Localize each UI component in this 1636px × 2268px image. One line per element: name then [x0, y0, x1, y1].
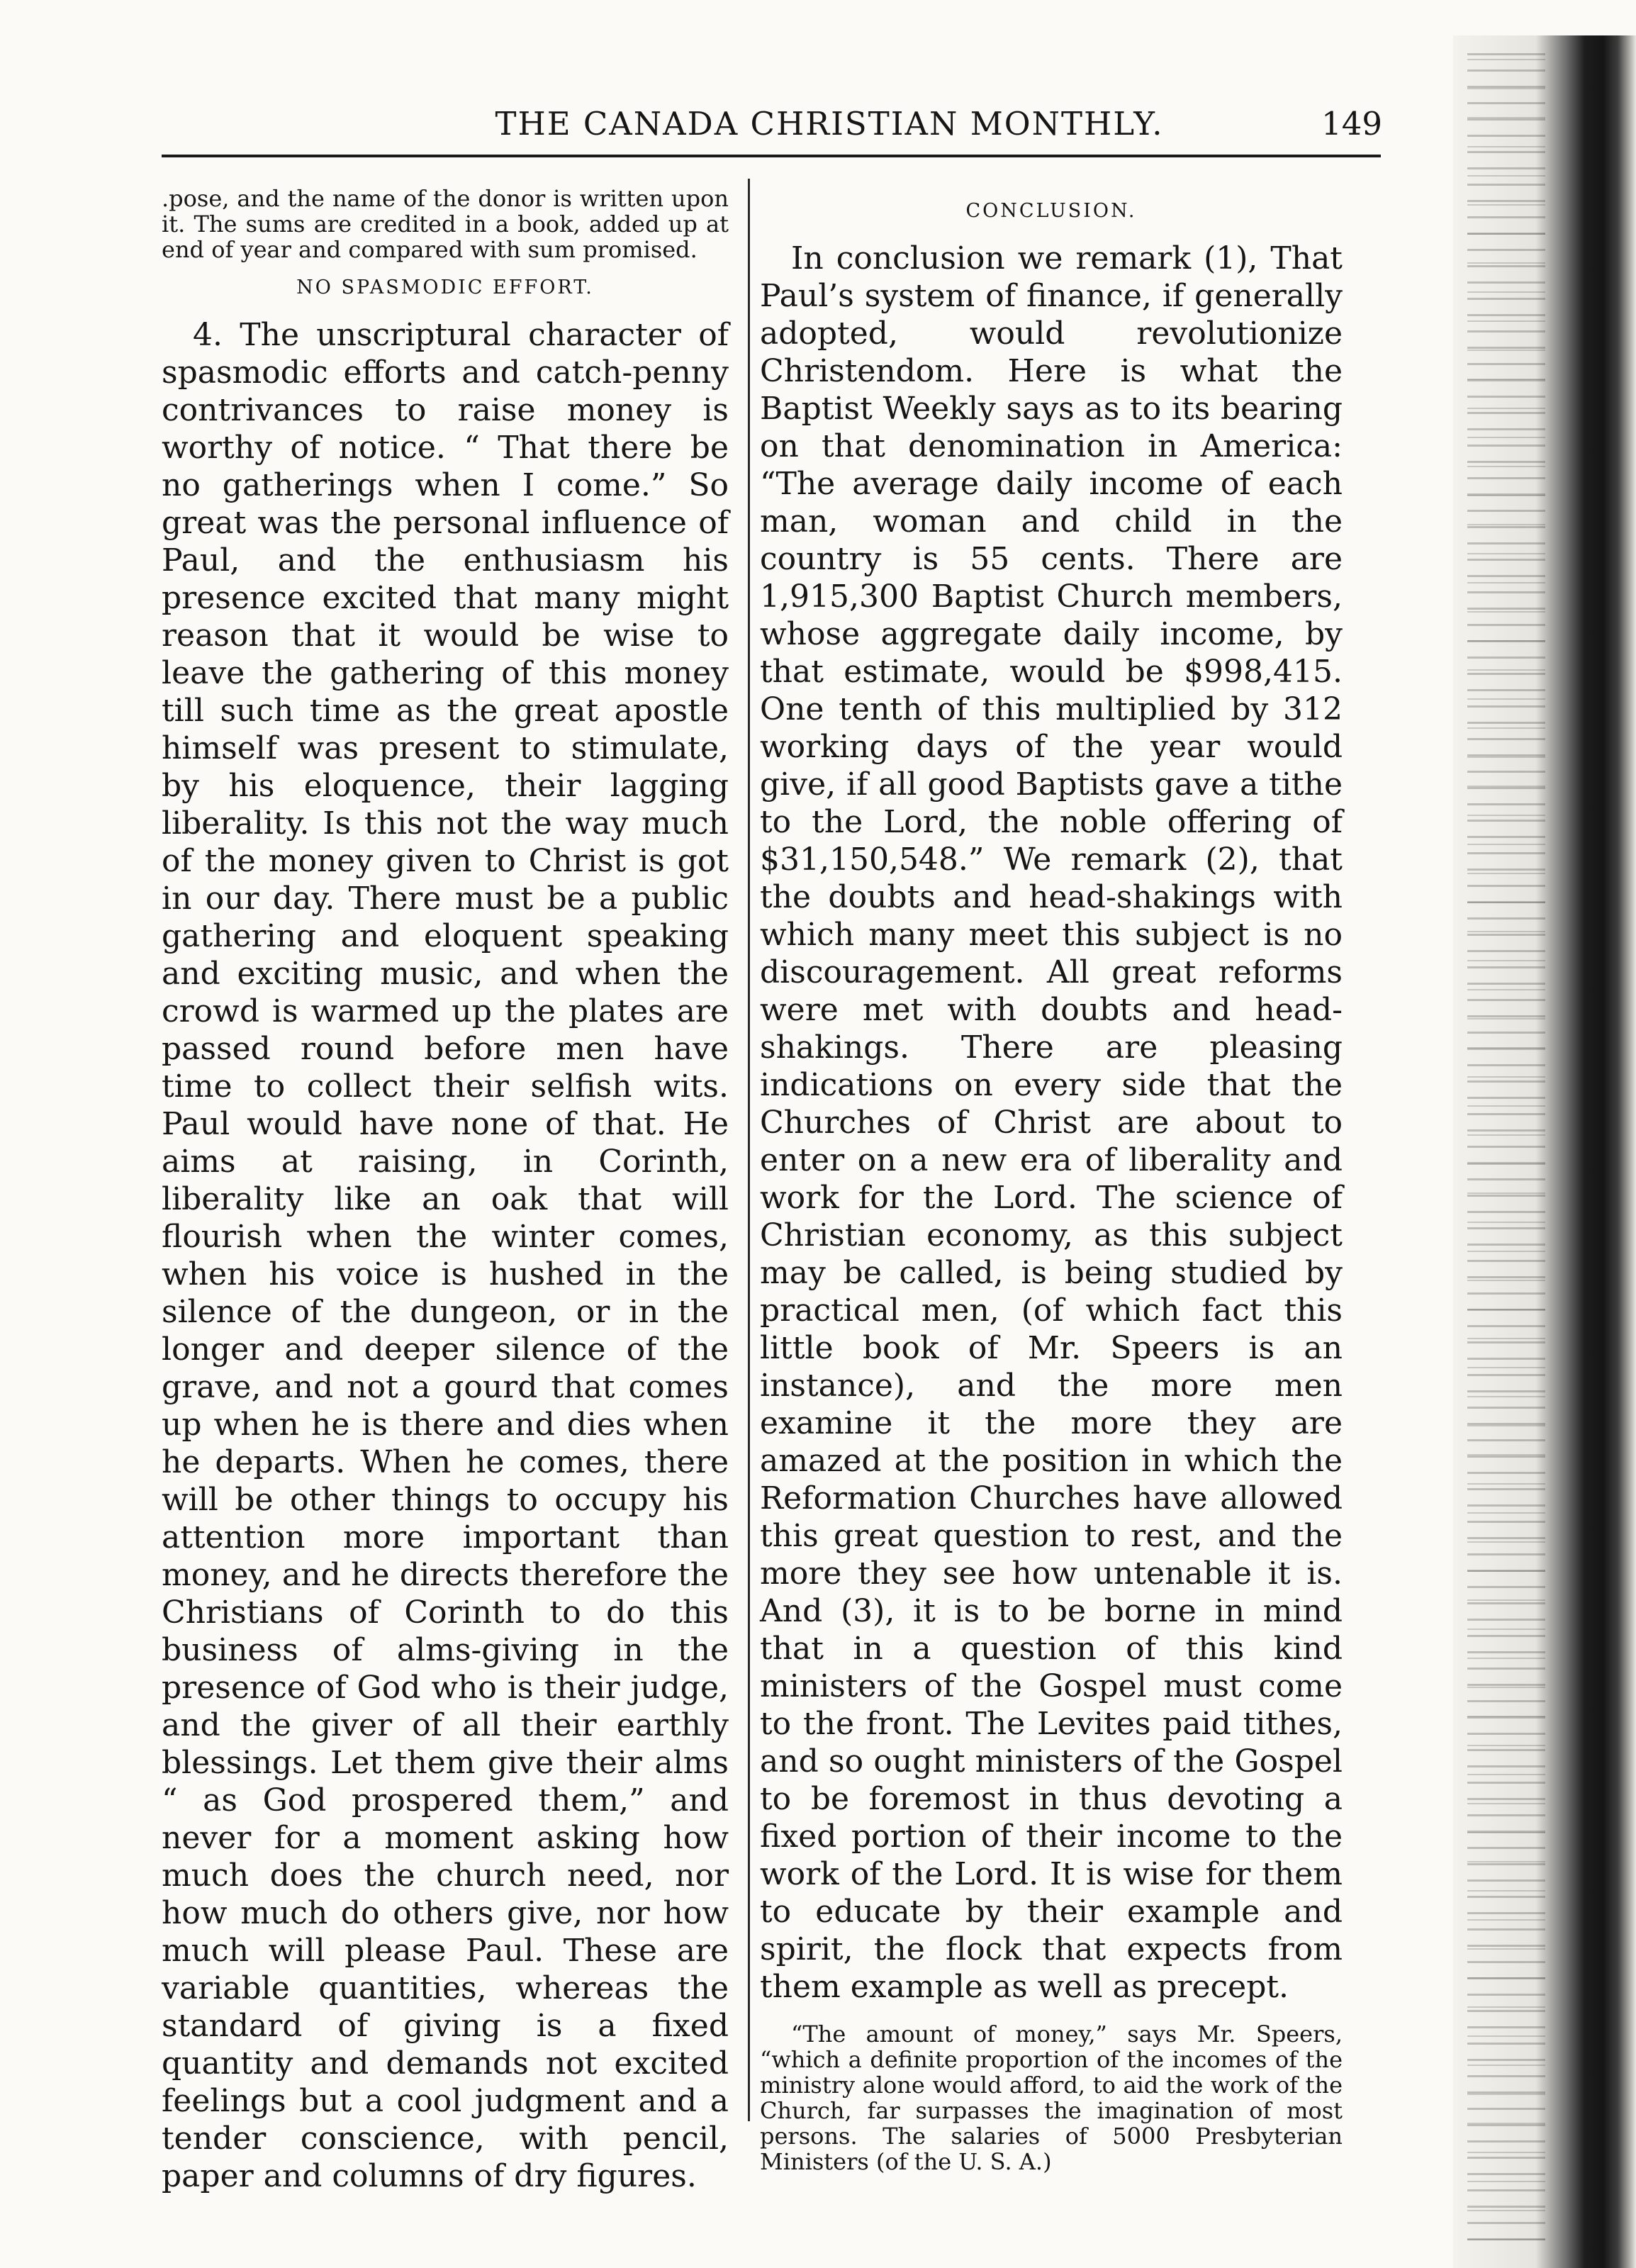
page-number: 149: [1321, 105, 1382, 143]
section-heading-conclusion: CONCLUSION.: [965, 200, 1137, 222]
header-rule: [162, 155, 1381, 157]
column-divider: [748, 179, 750, 2121]
quoted-passage: “The amount of money,” says Mr. Speers, “which a definite proportion of the incomes of the ministry alone would afford, to aid the work of the Church, far surpasses the imagination of most persons. The salaries of 5000 Presbyterian Ministers (of the U. S. A.): [760, 2021, 1343, 2175]
right-column: [760, 186, 1343, 2174]
conclusion-paragraph: In conclusion we remark (1), That Paul’s system of finance, if generally adopted, would revolutionize Christendom. Here is what the Baptist Weekly says as to its bearing on that denomination in America: “The average daily income of each man, woman and child in the country is 55 cents. There are 1,915,300 Baptist Church members, whose aggregate daily income, by that estimate, would be $998,415. One tenth of this multiplied by 312 working days of the year would give, if all good Baptists gave a tithe to the Lord, the noble offering of $31,150,548.” We remark (2), that the doubts and head-shakings with which many meet this subject is no discouragement. All great reforms were met with doubts and head-shakings. There are pleasing indications on every side that the Churches of Christ are about to enter on a new era of liberality and work for the Lord. The science of Christian economy, as this subject may be called, is being studied by practical men, (of which fact this little book of Mr. Speers is an instance), and the more men examine it the more they are amazed at the position in which the Reformation Churches have allowed this great question to rest, and the more they see how untenable it is. And (3), it is to be borne in mind that in a question of this kind ministers of the Gospel must come to the front. The Levites paid tithes, and so ought ministers of the Gospel to be foremost in thus devoting a fixed portion of their income to the work of the Lord. It is wise for them to educate by their example and spirit, the flock that expects from them example as well as precept.: [760, 240, 1343, 2005]
body-paragraph: 4. The unscriptural character of spasmodic efforts and catch-penny contrivances to raise money is worthy of notice. “ That there be no gatherings when I come.” So great was the personal influence of Paul, and the enthusiasm his presence excited that many might reason that it would be wise to leave the gathering of this money till such time as the great apostle himself was present to stimulate, by his eloquence, their lagging liberality. Is this not the way much of the money given to Christ is got in our day. There must be a public gathering and eloquent speaking and exciting music, and when the crowd is warmed up the plates are passed round before men have time to collect their selfish wits. Paul would have none of that. He aims at raising, in Corinth, liberality like an oak that will flourish when the winter comes, when his voice is hushed in the silence of the dungeon, or in the longer and deeper silence of the grave, and not a gourd that comes up when he is there and dies when he departs. When he comes, there will be other things to occupy his attention more important than money, and he directs therefore the Christians of Corinth to do this business of alms-giving in the presence of God who is their judge, and the giver of all their earthly blessings. Let them give their alms “ as God prospered them,” and never for a moment asking how much does the church need, nor how much do others give, nor how much will please Paul. These are variable quantities, whereas the standard of giving is a fixed quantity and demands not excited feelings but a cool judgment and a tender conscience, with pencil, paper and columns of dry figures.: [162, 317, 729, 2194]
continued-paragraph: .pose, and the name of the donor is written upon it. The sums are credited in a book, added up at end of year and compared with sum promised.: [162, 185, 729, 263]
running-head: THE CANADA CHRISTIAN MONTHLY.: [495, 105, 1164, 143]
section-heading-no-spasmodic-effort: NO SPASMODIC EFFORT.: [296, 276, 594, 298]
scan-noise: [1467, 43, 1545, 2240]
left-column: [162, 186, 729, 2195]
